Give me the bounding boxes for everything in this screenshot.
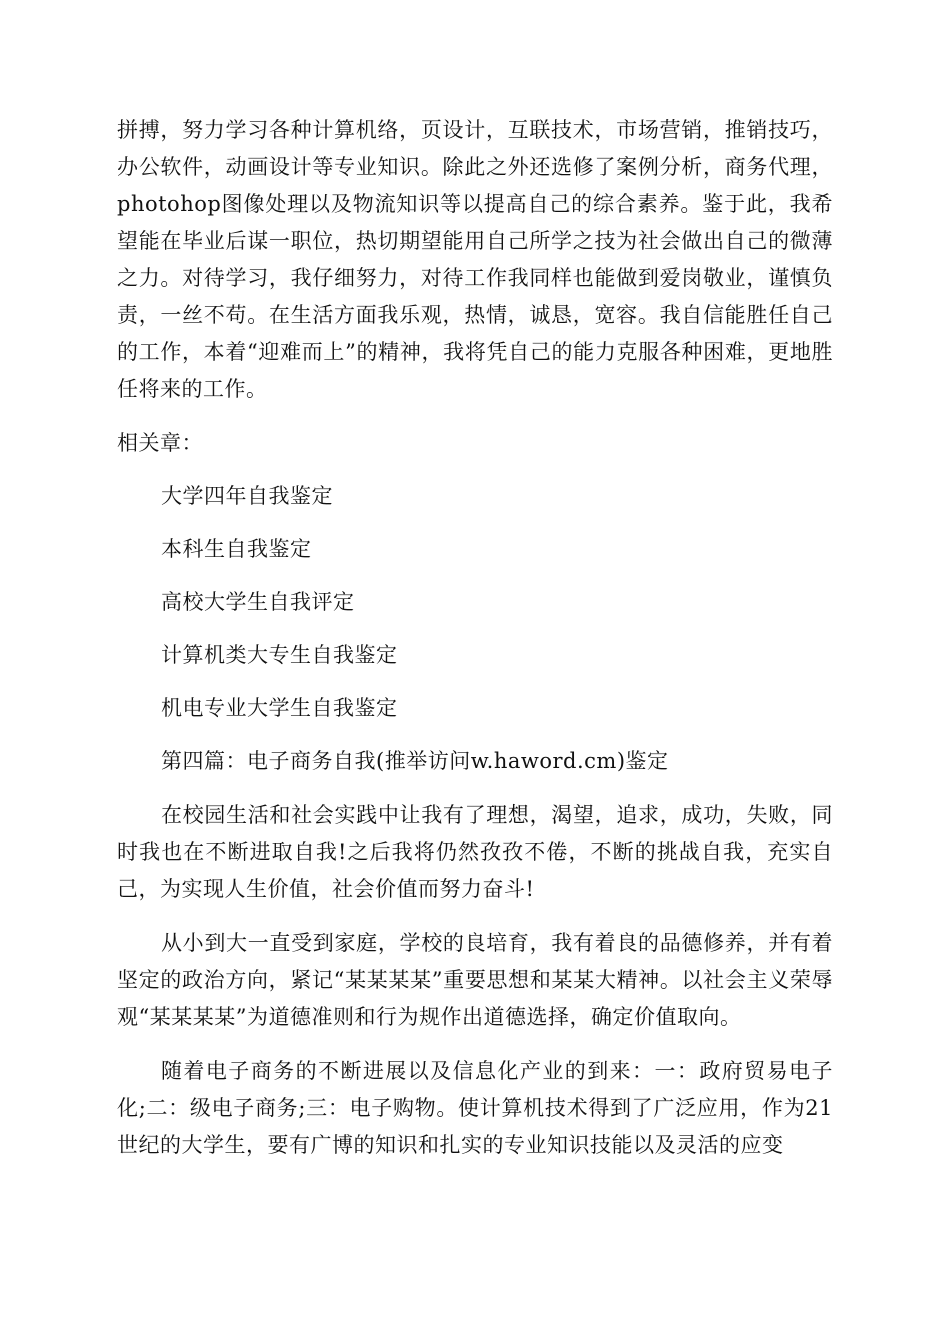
body-paragraph-2: 在校园生活和社会实践中让我有了理想，渴望，追求，成功，失败，同时我也在不断进取自我!之后我将仍然孜孜不倦，不断的挑战自我，充实自己，为实现人生价值，社会价值而努力奋斗! — [117, 803, 833, 901]
document-page — [117, 112, 833, 1164]
related-articles-label: 相关章： — [117, 431, 203, 455]
body-paragraph-1: 拼搏，努力学习各种计算机络，页设计，互联技术，市场营销，推销技巧，办公软件，动画设计等专业知识。除此之外还选修了案例分析，商务代理，photohop图像处理以及物流知识等以提高自己的综合素养。鉴于此，我希望能在毕业后谋一职位，热切期望能用自己所学之技为社会做出自己的微薄之力。对待学习，我仔细努力，对待工作我同样也能做到爱岗敬业，谨慎负责，一丝不苟。在生活方面我乐观，热情，诚恳，宽容。我自信能胜任自己的工作，本着“迎难而上”的精神，我将凭自己的能力克服各种困难，更地胜任将来的工作。 — [117, 118, 833, 401]
related-link-3[interactable]: 高校大学生自我评定 — [161, 590, 355, 614]
section-title: 第四篇：电子商务自我(推举访问w.haword.cm)鉴定 — [161, 749, 669, 773]
related-link-4[interactable]: 计算机类大专生自我鉴定 — [161, 643, 398, 667]
body-paragraph-4: 随着电子商务的不断进展以及信息化产业的到来：一：政府贸易电子化;二：级电子商务;三：电子购物。使计算机技术得到了广泛应用，作为21世纪的大学生，要有广博的知识和扎实的专业知识技能以及灵活的应变 — [117, 1059, 833, 1157]
body-paragraph-3: 从小到大一直受到家庭，学校的良培育，我有着良的品德修养，并有着坚定的政治方向，紧记“某某某某”重要思想和某某大精神。以社会主义荣辱观“某某某某”为道德准则和行为规作出道德选择，确定价值取向。 — [117, 931, 833, 1029]
related-link-2[interactable]: 本科生自我鉴定 — [161, 537, 312, 561]
related-link-5[interactable]: 机电专业大学生自我鉴定 — [161, 696, 398, 720]
related-link-1[interactable]: 大学四年自我鉴定 — [161, 484, 333, 508]
